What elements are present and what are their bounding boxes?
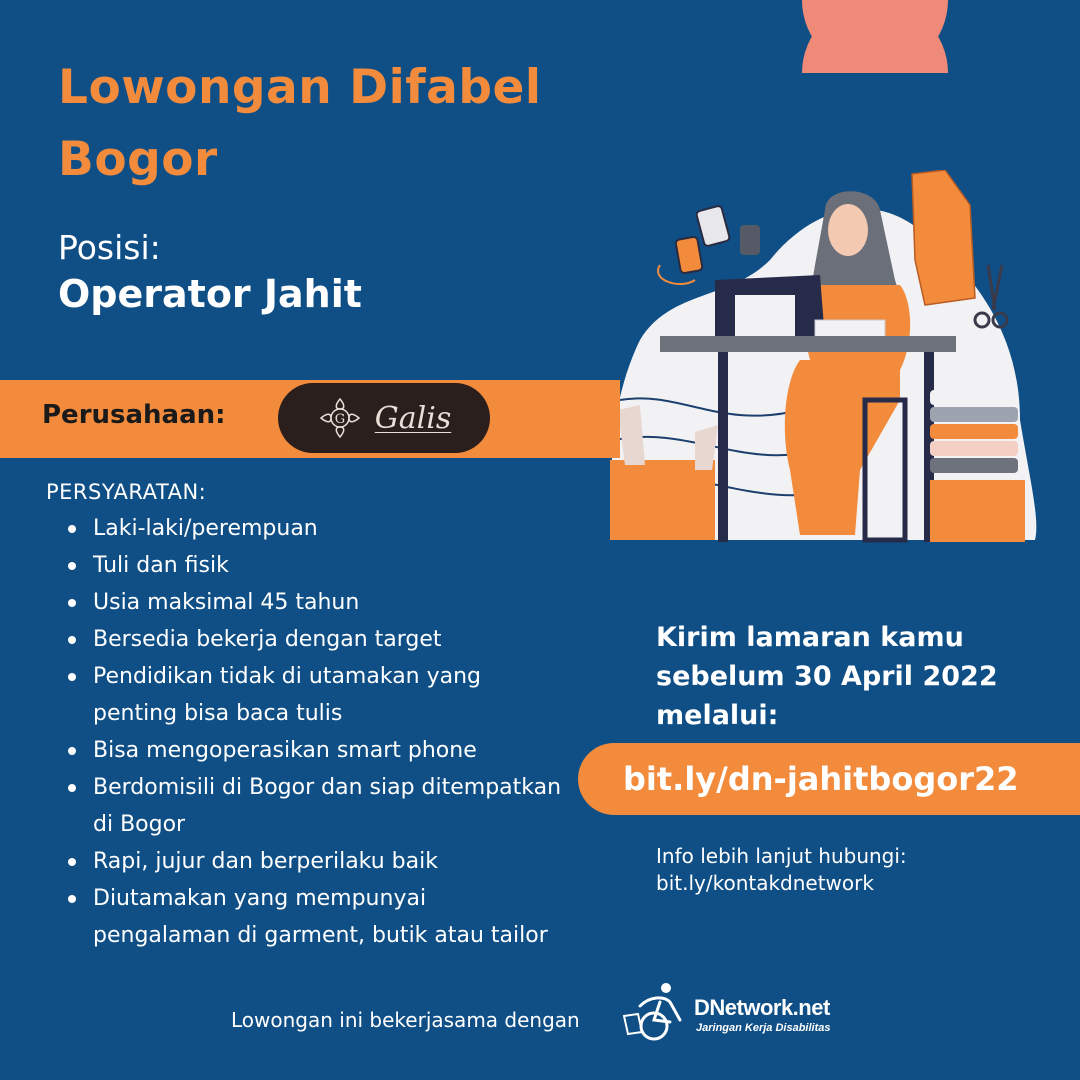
list-item: Rapi, jujur dan berperilaku baik (93, 843, 563, 880)
company-logo-text: Galis (374, 400, 452, 436)
requirements-list (93, 510, 563, 954)
company-logo (278, 383, 490, 453)
list-item: Bersedia bekerja dengan target (93, 621, 563, 658)
apply-link-pill[interactable] (578, 743, 1080, 815)
semicircle-decoration-icon (800, 0, 950, 145)
footer-brand: DNetwork.net (694, 995, 830, 1020)
title-line-2: Bogor (58, 132, 218, 187)
position-label: Posisi: (58, 228, 161, 267)
list-item: Laki-laki/perempuan (93, 510, 563, 547)
footer-text: Lowongan ini bekerjasama dengan (231, 1008, 580, 1032)
galis-ornament-icon (317, 395, 363, 441)
apply-instructions (656, 618, 1036, 735)
list-item: Pendidikan tidak di utamakan yang penting bisa baca tulis (93, 658, 563, 732)
list-item: Usia maksimal 45 tahun (93, 584, 563, 621)
info-contact (656, 843, 907, 897)
requirements-heading: PERSYARATAN: (46, 480, 207, 504)
sewing-woman-illustration-icon (600, 170, 1050, 550)
apply-line-3: melalui: (656, 700, 779, 731)
svg-text:G: G (334, 412, 345, 427)
page-title (58, 52, 542, 196)
apply-line-2: sebelum 30 April 2022 (656, 661, 998, 692)
company-label: Perusahaan: (42, 400, 226, 430)
dnetwork-logo-icon (620, 980, 690, 1042)
position-value: Operator Jahit (58, 272, 362, 316)
footer-tagline: Jaringan Kerja Disabilitas (696, 1022, 831, 1034)
apply-line-1: Kirim lamaran kamu (656, 622, 964, 653)
list-item: Berdomisili di Bogor dan siap ditempatkan di Bogor (93, 769, 563, 843)
info-link[interactable]: bit.ly/kontakdnetwork (656, 871, 874, 895)
list-item: Bisa mengoperasikan smart phone (93, 732, 563, 769)
title-line-1: Lowongan Difabel (58, 60, 542, 115)
list-item: Tuli dan fisik (93, 547, 563, 584)
info-line-1: Info lebih lanjut hubungi: (656, 844, 907, 868)
list-item: Diutamakan yang mempunyai pengalaman di garment, butik atau tailor (93, 880, 563, 954)
apply-link[interactable]: bit.ly/dn-jahitbogor22 (623, 760, 1019, 798)
